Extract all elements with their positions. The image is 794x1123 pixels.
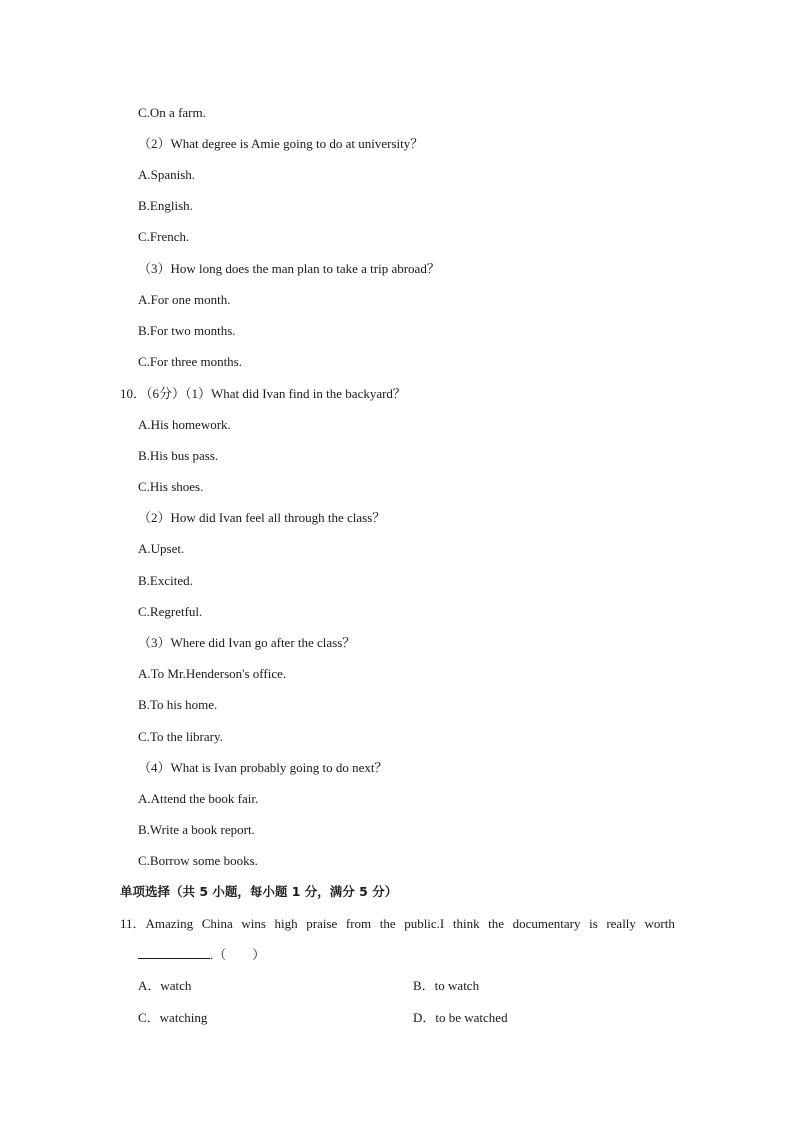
q10-1-option-b: B.His bus pass. xyxy=(138,448,219,463)
q10-2-question: （2）How did Ivan feel all through the class？ xyxy=(138,510,386,525)
q11-word: documentary xyxy=(512,916,581,931)
q11-option-d: D．to be watched xyxy=(413,1010,508,1025)
q9-2-option-a: A.Spanish. xyxy=(138,167,196,182)
q11-word: is xyxy=(589,916,598,931)
q10-4-option-b: B.Write a book report. xyxy=(138,822,255,837)
q11-word: really xyxy=(606,916,636,931)
q11-word: the xyxy=(379,916,396,931)
q10-2-option-a: A.Upset. xyxy=(138,541,185,556)
q11-word: from xyxy=(345,916,372,931)
q10-3-option-b: B.To his home. xyxy=(138,697,218,712)
q11-word: 11．Amazing xyxy=(120,916,194,931)
q9-1-option-c: C.On a farm. xyxy=(138,105,206,120)
q10-3-question: （3）Where did Ivan go after the class？ xyxy=(138,635,356,650)
q11-word: China xyxy=(201,916,233,931)
q10-3-option-c: C.To the library. xyxy=(138,729,223,744)
q11-word: praise xyxy=(306,916,338,931)
q9-2-question: （2）What degree is Amie going to do at university？ xyxy=(138,136,424,151)
q10-4-question: （4）What is Ivan probably going to do next？ xyxy=(138,760,388,775)
q9-3-question: （3）How long does the man plan to take a trip abroad？ xyxy=(138,261,440,276)
q11-option-a: A．watch xyxy=(138,978,192,993)
q9-3-option-b: B.For two months. xyxy=(138,323,236,338)
q9-2-option-c: C.French. xyxy=(138,229,190,244)
q11-stem xyxy=(120,916,675,932)
q11-word: think xyxy=(452,916,480,931)
q10-1-option-a: A.His homework. xyxy=(138,417,231,432)
q11-blank-line xyxy=(138,946,265,963)
q9-2-option-b: B.English. xyxy=(138,198,193,213)
q11-answer-parens: .（ ） xyxy=(210,947,266,962)
q10-4-option-c: C.Borrow some books. xyxy=(138,853,258,868)
q11-word: worth xyxy=(644,916,675,931)
q11-word: high xyxy=(274,916,298,931)
q9-3-option-c: C.For three months. xyxy=(138,354,242,369)
section-heading: 单项选择（共 5 小题，每小题 1 分，满分 5 分） xyxy=(120,884,398,899)
q10-heading: 10．（6分）（1）What did Ivan find in the backyard？ xyxy=(120,386,406,401)
q11-option-b: B．to watch xyxy=(413,978,480,993)
q10-2-option-b: B.Excited. xyxy=(138,573,193,588)
q10-1-option-c: C.His shoes. xyxy=(138,479,204,494)
q11-word: public.I xyxy=(404,916,445,931)
q10-4-option-a: A.Attend the book fair. xyxy=(138,791,259,806)
q10-2-option-c: C.Regretful. xyxy=(138,604,203,619)
q11-word: the xyxy=(488,916,505,931)
answer-blank xyxy=(138,946,210,959)
q9-3-option-a: A.For one month. xyxy=(138,292,231,307)
q11-word: wins xyxy=(241,916,266,931)
q10-3-option-a: A.To Mr.Henderson's office. xyxy=(138,666,287,681)
q11-option-c: C．watching xyxy=(138,1010,208,1025)
